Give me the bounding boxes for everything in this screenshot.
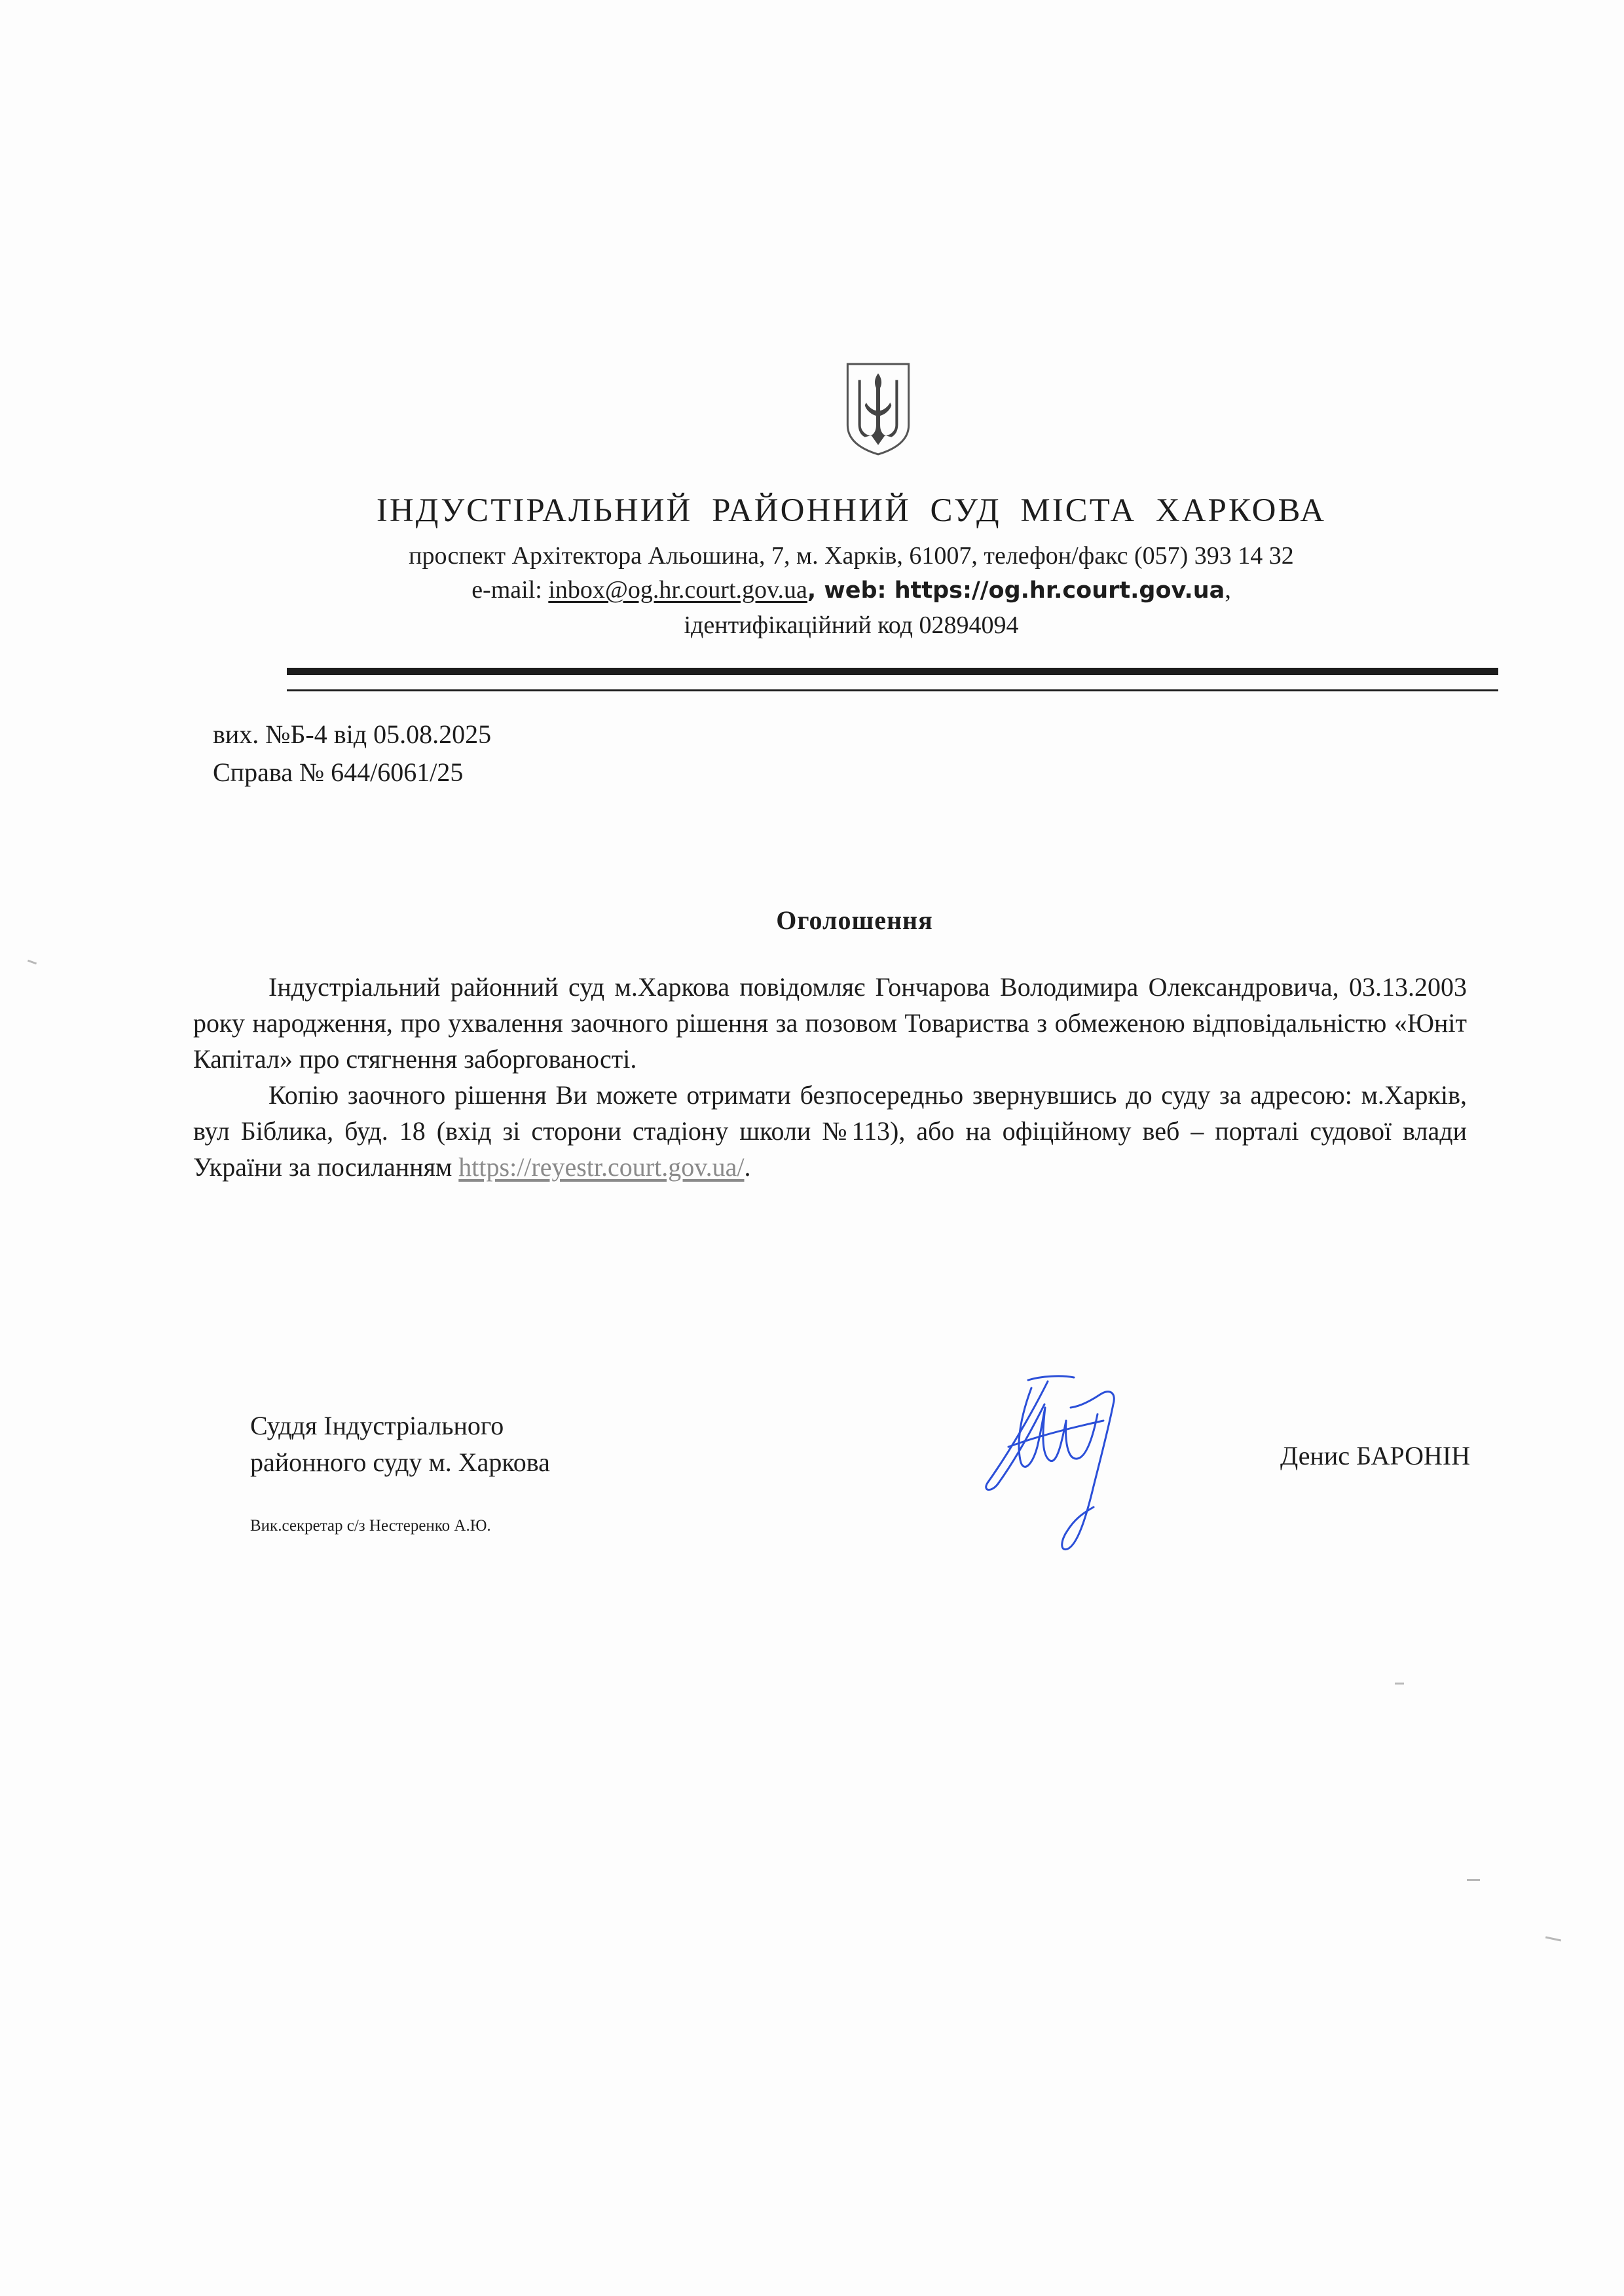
scan-speck	[1545, 1937, 1561, 1942]
scan-speck	[28, 960, 37, 965]
scan-speck	[1467, 1879, 1480, 1881]
web-label: , web:	[807, 577, 895, 604]
scan-speck	[1395, 1683, 1404, 1685]
notice-paragraph-2	[193, 1077, 1467, 1185]
court-address: проспект Архітектора Альошина, 7, м. Харків, 61007, телефон/факс (057) 393 14 32	[409, 542, 1294, 570]
paragraph-2-end: .	[744, 1152, 751, 1182]
judge-name: Денис БАРОНІН	[1280, 1441, 1471, 1470]
judge-title	[250, 1408, 550, 1481]
web-suffix: ,	[1225, 576, 1231, 604]
website-link[interactable]: https://og.hr.court.gov.ua	[894, 577, 1225, 604]
id-code: ідентифікаційний код 02894094	[684, 611, 1019, 639]
notice-paragraph-1: Індустріальний районний суд м.Харкова повідомляє Гончарова Володимира Олександровича, 03.13.2003 року народження, про ухвалення заочного рішення за позовом Товариства з обмеженою відповідальністю «Юніт Капітал» про стягнення заборгованості.	[193, 972, 1467, 1074]
court-name: ІНДУСТІРАЛЬНИЙ РАЙОННИЙ СУД МІСТА ХАРКОВА	[376, 492, 1327, 529]
handwritten-signature	[969, 1368, 1146, 1558]
email-prefix: e-mail:	[471, 576, 549, 604]
notice-body	[193, 969, 1467, 1185]
email-link[interactable]: inbox@og.hr.court.gov.ua	[548, 576, 807, 604]
header-divider-thin	[287, 689, 1498, 691]
header-divider-thick	[287, 668, 1498, 675]
notice-title: Оголошення	[776, 905, 933, 935]
judge-title-line-1: Суддя Індустріального	[250, 1411, 504, 1440]
trident-emblem-icon	[845, 361, 912, 457]
court-contacts	[0, 577, 1624, 602]
registry-link[interactable]: https://reyestr.court.gov.ua/	[458, 1152, 745, 1182]
secretary-note: Вик.секретар с/з Нестеренко А.Ю.	[250, 1517, 491, 1535]
case-number: Справа № 644/6061/25	[213, 757, 464, 787]
judge-title-line-2: районного суду м. Харкова	[250, 1448, 550, 1477]
outgoing-number: вих. №Б-4 від 05.08.2025	[213, 720, 492, 749]
paragraph-2-text: Копію заочного рішення Ви можете отримати безпосередньо звернувшись до суду за адресою: м.Харків, вул Біблика, буд. 18 (вхід зі сторони стадіону школи №113), або на офіційному веб – порталі судової влади України за посиланням	[193, 1080, 1467, 1182]
